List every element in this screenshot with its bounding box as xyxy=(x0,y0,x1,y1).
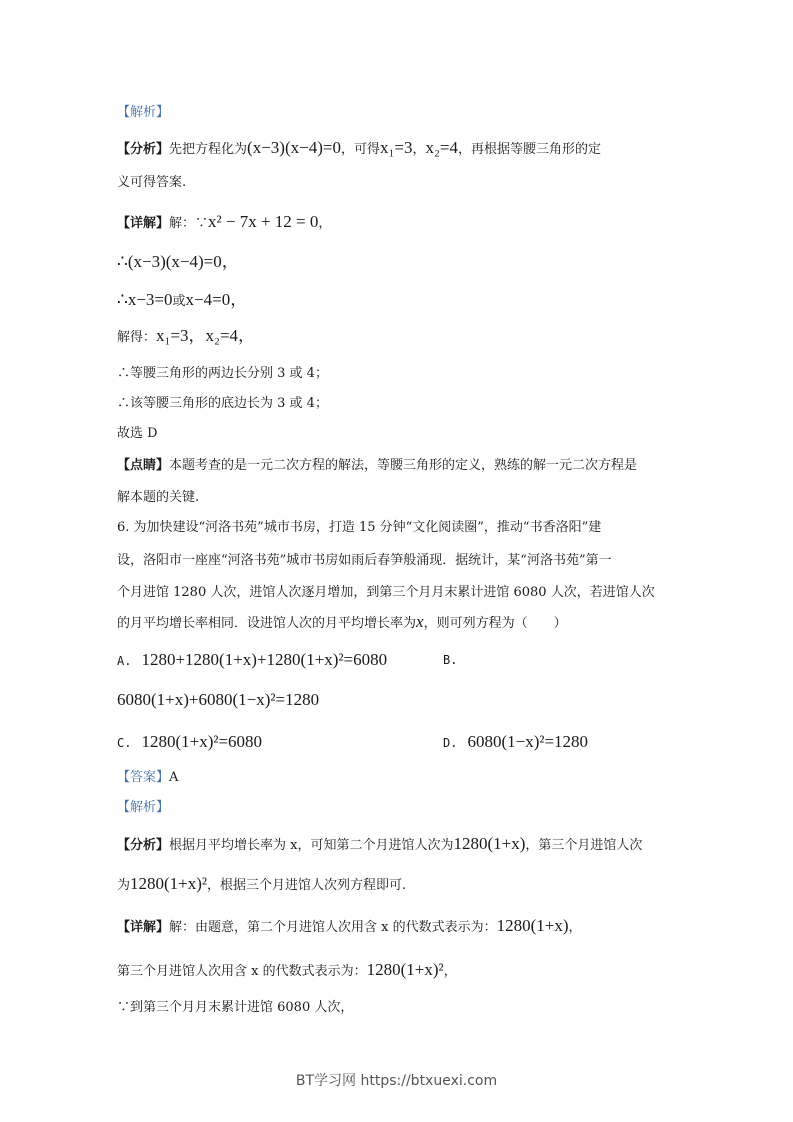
fenxi-label: 【分析】 xyxy=(117,838,170,853)
xiangjie-paragraph-1 xyxy=(117,212,331,234)
math-expression: x₁=3，x₂=4， xyxy=(156,326,256,345)
answer-line xyxy=(117,768,178,788)
solution-step-1: ∴(x−3)(x−4)=0， xyxy=(117,252,239,271)
option-label: A. xyxy=(117,654,132,668)
solution-step-5: ∴该等腰三角形的底边长为 3 或 4； xyxy=(117,396,328,411)
text: ， xyxy=(568,920,582,935)
text: 第三个月进馆人次用含 x 的代数式表示为： xyxy=(117,964,367,979)
answer-value: A xyxy=(169,770,179,785)
text: ， xyxy=(318,216,332,231)
option-label: C. xyxy=(117,736,132,750)
math-expression: ∴x−3=0 xyxy=(117,290,173,309)
math-expression: x−4=0， xyxy=(185,290,248,309)
option-b-math[interactable] xyxy=(117,690,319,712)
xiangjie-label: 【详解】 xyxy=(117,216,170,231)
text: ，根据三个月进馆人次列方程即可. xyxy=(207,878,407,893)
text: 解：∵ xyxy=(169,216,209,231)
dianjing-paragraph xyxy=(117,456,637,476)
math-expression: x₁=3 xyxy=(379,138,413,157)
option-math: 6080(1+x)+6080(1−x)²=1280 xyxy=(117,690,320,709)
option-a[interactable] xyxy=(117,650,387,672)
fenxi-paragraph-2 xyxy=(117,834,642,856)
option-b-label[interactable] xyxy=(443,650,467,671)
text: ，第三个月进馆人次 xyxy=(525,838,643,853)
text: 解：由题意，第二个月进馆人次用含 x 的代数式表示为： xyxy=(169,920,497,935)
text: ， xyxy=(412,142,426,157)
dianjing-label: 【点睛】 xyxy=(117,458,170,473)
option-math: 1280+1280(1+x)+1280(1+x)²=6080 xyxy=(141,650,388,669)
math-expression: x₂=4 xyxy=(425,138,459,157)
text: 解得： xyxy=(117,330,157,345)
option-label: D. xyxy=(443,736,458,750)
fenxi-label: 【分析】 xyxy=(117,142,170,157)
math-expression: 1280(1+x)² xyxy=(366,960,444,979)
text: ，则可列方程为（ ） xyxy=(423,616,567,631)
option-math: 1280(1+x)²=6080 xyxy=(141,732,263,751)
solution-step-3 xyxy=(117,326,255,348)
fenxi-paragraph-1 xyxy=(117,138,601,160)
xiangjie-label: 【详解】 xyxy=(117,920,170,935)
text: 先把方程化为 xyxy=(169,142,248,157)
text: ， xyxy=(443,964,457,979)
option-math: 6080(1−x)²=1280 xyxy=(467,732,589,751)
question-6-line-4 xyxy=(117,612,567,634)
question-6-line-3: 个月进馆 1280 人次，进馆人次逐月增加，到第三个月月末累计进馆 6080 人次，若进馆人次 xyxy=(117,585,655,600)
site-watermark: BT学习网 https://btxuexi.com xyxy=(295,1073,498,1089)
text: ，可得 xyxy=(340,142,380,157)
text: 本题考查的是一元二次方程的解法，等腰三角形的定义，熟练的解一元二次方程是 xyxy=(169,458,638,473)
option-d[interactable] xyxy=(443,732,588,754)
jiexi-heading-1: 【解析】 xyxy=(117,105,170,120)
option-label: B. xyxy=(443,653,458,667)
dianjing-paragraph-cont: 解本题的关键. xyxy=(117,490,200,505)
xiangjie-paragraph-2 xyxy=(117,916,582,938)
text: 为 xyxy=(117,878,131,893)
question-6-line-1: 6. 为加快建设“河洛书苑”城市书房，打造 15 分钟“文化阅读圈”，推动“书香洛阳”建 xyxy=(117,520,602,535)
solution-step-2 xyxy=(117,290,247,312)
option-c[interactable] xyxy=(117,732,262,754)
fenxi-paragraph-1-cont: 义可得答案. xyxy=(117,175,187,190)
math-expression: 1280(1+x) xyxy=(453,834,526,853)
question-6-line-2: 设，洛阳市一座座“河洛书苑”城市书房如雨后春笋般涌现．据统计，某“河洛书苑”第一 xyxy=(117,553,612,568)
xiangjie-paragraph-2-line-2 xyxy=(117,960,457,982)
jiexi-heading-2: 【解析】 xyxy=(117,800,170,815)
solution-step-6: 故选 D xyxy=(117,426,158,441)
text: 的月平均增长率相同．设进馆人次的月平均增长率为 xyxy=(117,616,417,631)
math-expression: 1280(1+x)² xyxy=(130,874,208,893)
fenxi-paragraph-2-cont xyxy=(117,874,406,896)
text: 根据月平均增长率为 x，可知第二个月进馆人次为 xyxy=(169,838,454,853)
text: ，再根据等腰三角形的定 xyxy=(458,142,602,157)
daan-label: 【答案】 xyxy=(117,770,170,785)
text: 或 xyxy=(172,294,186,309)
math-expression: 1280(1+x) xyxy=(496,916,569,935)
math-expression: (x−3)(x−4)=0 xyxy=(247,138,341,157)
xiangjie-paragraph-2-line-3: ∵到第三个月月末累计进馆 6080 人次， xyxy=(117,1000,354,1015)
solution-step-4: ∴等腰三角形的两边长分别 3 或 4； xyxy=(117,366,328,381)
math-expression: x² − 7x + 12 = 0 xyxy=(208,212,319,231)
variable-x: x xyxy=(416,612,424,631)
